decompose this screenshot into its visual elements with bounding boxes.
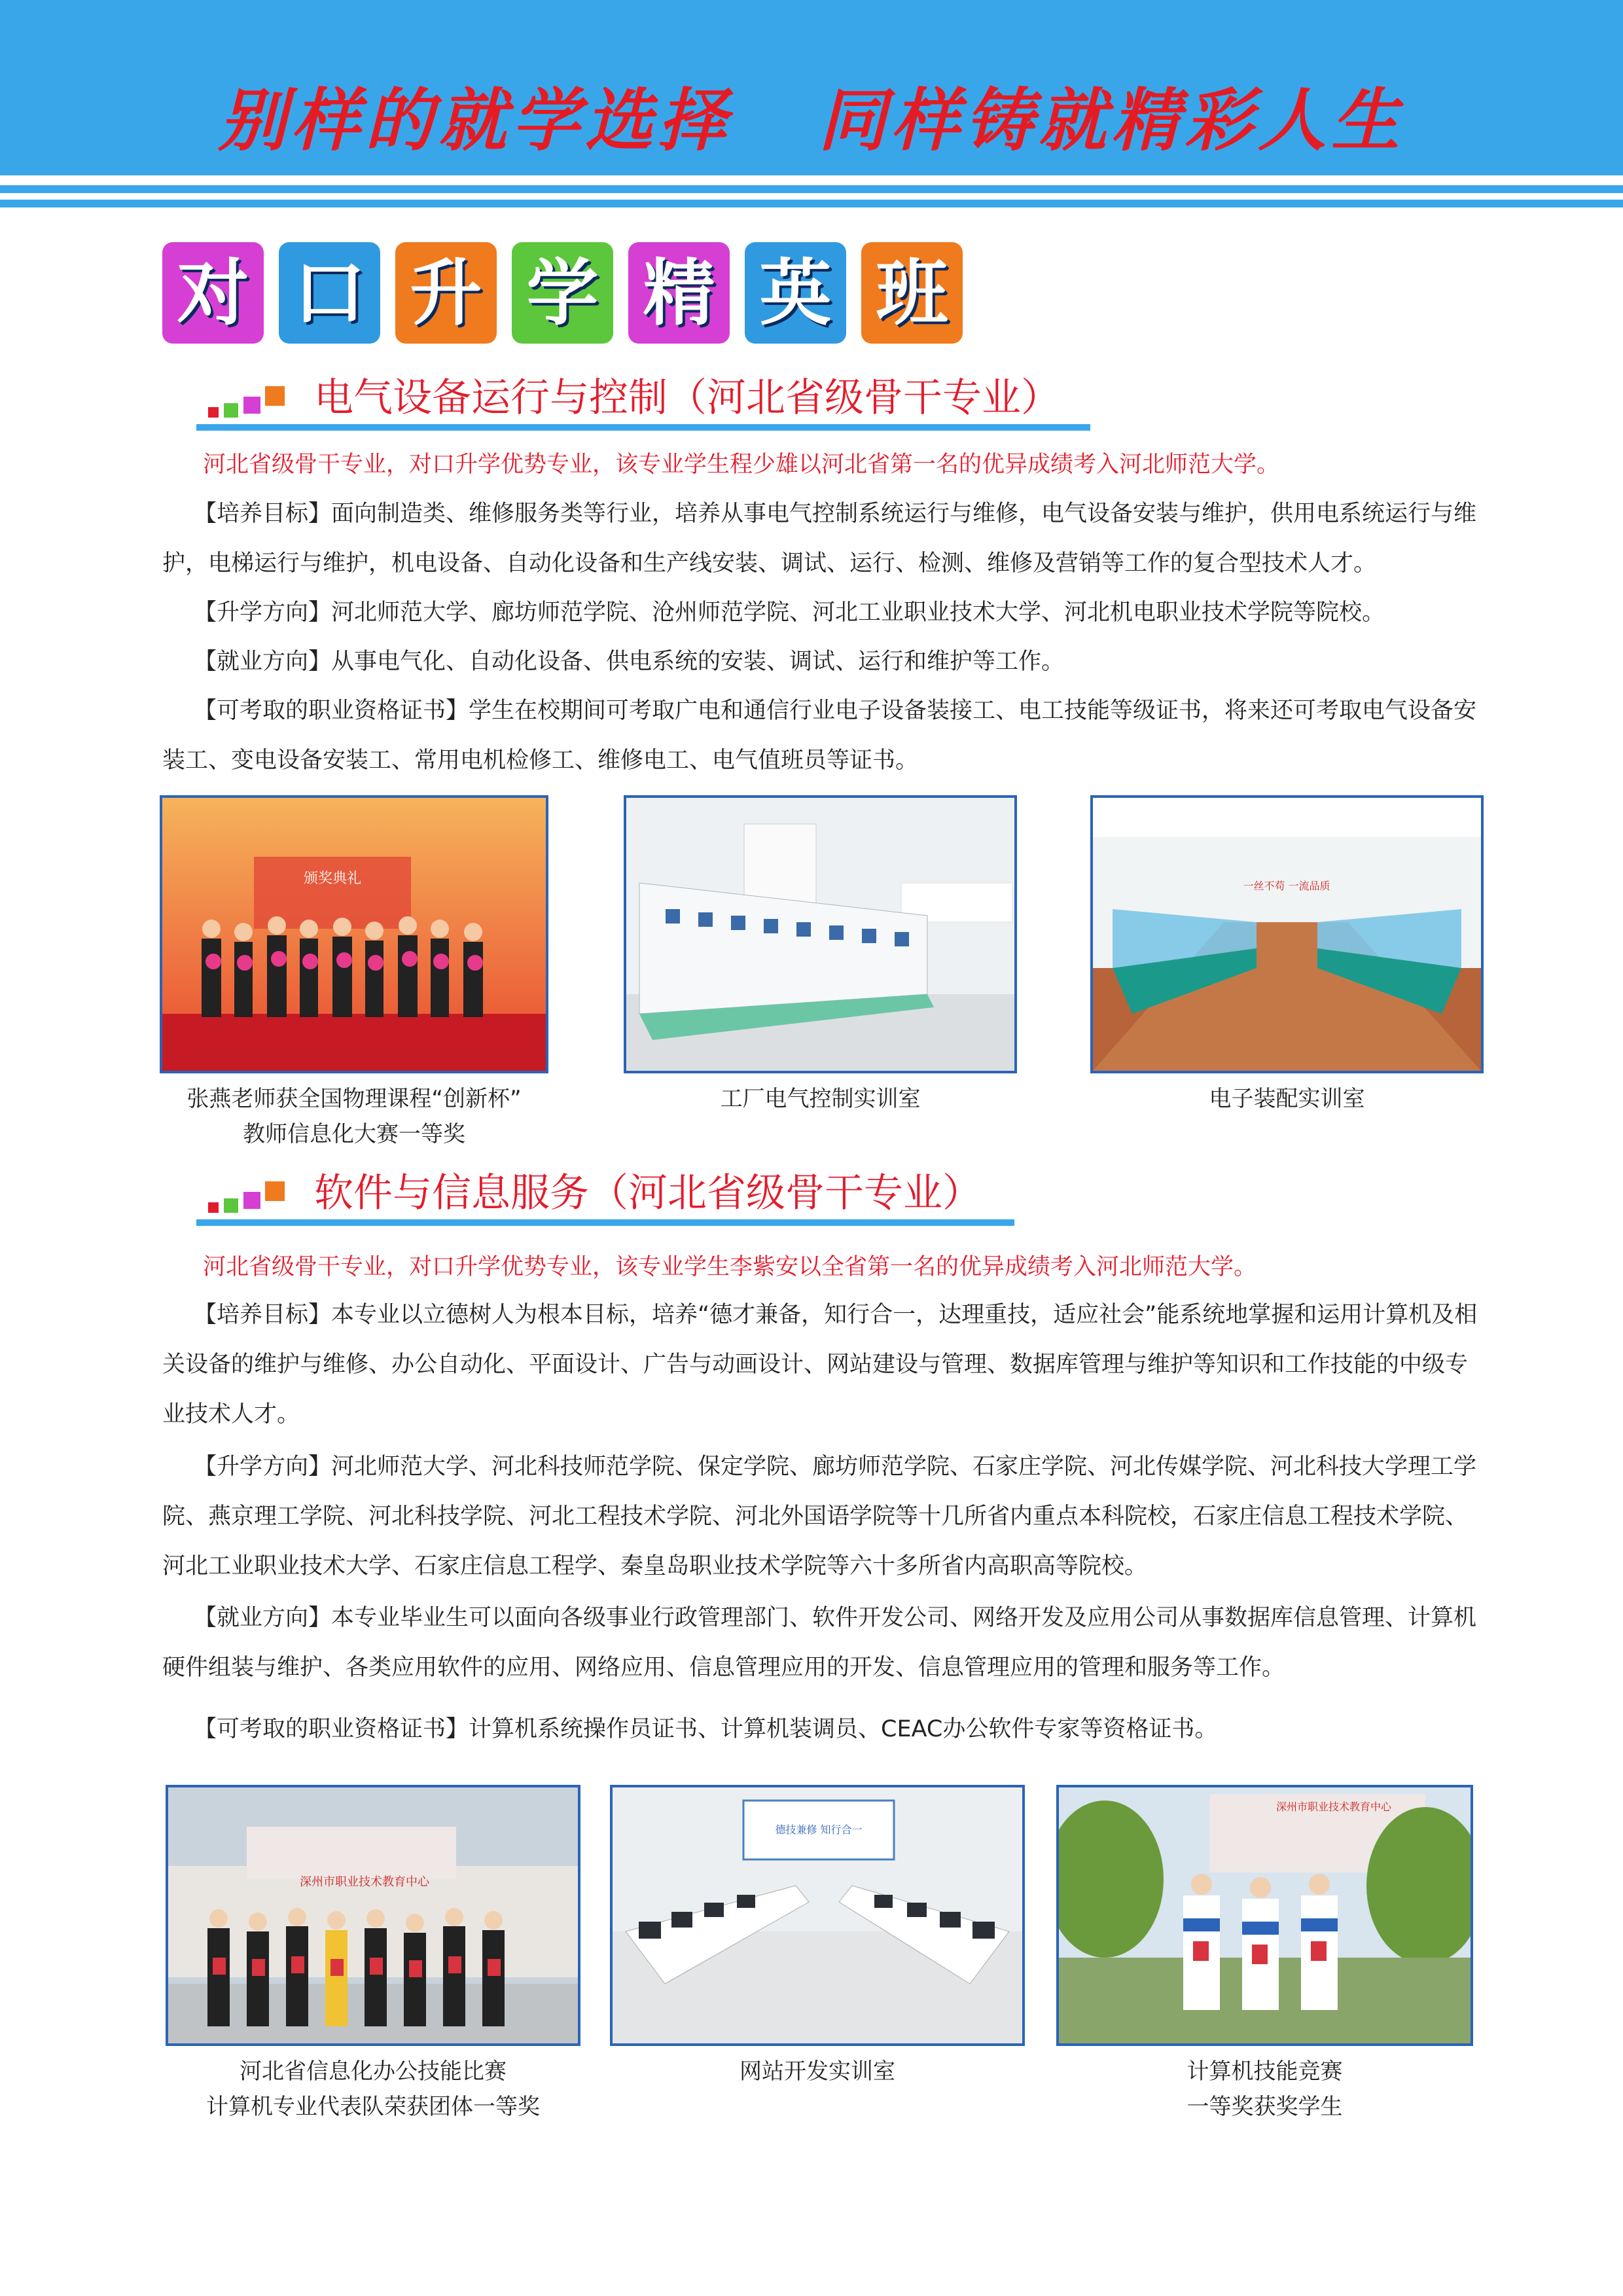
section2-underline [196, 1219, 1014, 1226]
building-sign-text: 深州市职业技术教育中心 [300, 1875, 429, 1889]
decor-square [208, 1202, 219, 1213]
decor-square [243, 397, 260, 414]
section1-paragraph: 【升学方向】河北师范大学、廊坊师范学院、沧州师范学院、河北工业职业技术大学、河北机电职业技术学院等院校。 [194, 600, 1385, 626]
decor-square [243, 1192, 260, 1209]
badge: 升 [395, 242, 497, 344]
section2-paragraph: 【培养目标】本专业以立德树人为根本目标，培养“德才兼备，知行合一，达理重技，适应社会”能系统地掌握和运用计算机及相关设备的维护与维修、办公自动化、平面设计、广告与动画设计、网站建设与管理、数据库管理与维护等知识和工作技能的中级专业技术人才。 [162, 1302, 1478, 1427]
badge: 口 [279, 242, 380, 344]
office-skills-team-image [168, 1787, 578, 2043]
decor-square [265, 1181, 285, 1201]
decor-square [265, 386, 285, 406]
photo-electrical-lab [624, 795, 1017, 1073]
caption-line: 河北省信息化办公技能比赛 [240, 2058, 507, 2085]
section1-title: 电气设备运行与控制（河北省级骨干专业） [314, 375, 1060, 421]
computer-contest-winners-image [1059, 1787, 1471, 2043]
web-dev-lab-image [613, 1787, 1022, 2043]
header-title: 别样的就学选择 同样铸就精彩人生 [218, 80, 1405, 160]
caption-electronic-assembly-lab [1090, 1081, 1484, 1117]
badge: 学 [512, 242, 613, 344]
section2-paragraph: 【升学方向】河北师范大学、河北科技师范学院、保定学院、廊坊师范学院、石家庄学院、河北传媒学院、河北科技大学理工学院、燕京理工学院、河北科技学院、河北工程技术学院、河北外国语学院等十几所省内重点本科院校，石家庄信息工程技术学院、河北工业职业技术大学、石家庄信息工程学、秦皇岛职业技术学院等六十多所省内高职高等院校。 [162, 1454, 1477, 1579]
header-banner [0, 0, 1623, 175]
photo-web-dev-lab [610, 1785, 1025, 2046]
caption-line: 计算机专业代表队荣获团体一等奖 [206, 2094, 540, 2120]
caption-line: 电子装配实训室 [1209, 1086, 1365, 1112]
electrical-lab-image [626, 798, 1014, 1071]
photo-computer-contest-winners [1056, 1785, 1473, 2046]
caption-office-skills-team [166, 2054, 580, 2125]
section2-paragraph: 【可考取的职业资格证书】计算机系统操作员证书、计算机装调员、CEAC办公软件专家等资格证书。 [194, 1716, 1218, 1742]
stage-banner-text: 颁奖典礼 [303, 870, 362, 887]
section2-lead: 河北省级骨干专业，对口升学优势专业，该专业学生李紫安以全省第一名的优异成绩考入河北师范大学。 [203, 1254, 1257, 1280]
badge: 英 [745, 242, 846, 344]
caption-web-dev-lab [610, 2054, 1025, 2089]
wall-slogan-text: 一丝不苟 一流品质 [1243, 880, 1330, 892]
section2-title: 软件与信息服务（河北省级骨干专业） [314, 1170, 982, 1216]
decor-square [208, 407, 219, 418]
caption-computer-contest-winners [1056, 2054, 1473, 2125]
section1-paragraph: 【就业方向】从事电气化、自动化设备、供电系统的安装、调试、运行和维护等工作。 [194, 649, 1065, 675]
caption-line: 网站开发实训室 [740, 2058, 895, 2085]
caption-line: 一等奖获奖学生 [1186, 2094, 1343, 2120]
badge: 精 [628, 242, 730, 344]
photo-award-ceremony [160, 795, 548, 1073]
caption-line: 张燕老师获全国物理课程“创新杯” [187, 1086, 522, 1112]
section1-paragraph: 【可考取的职业资格证书】学生在校期间可考取广电和通信行业电子设备装接工、电工技能等级证书，将来还可考取电气设备安装工、变电设备安装工、常用电机检修工、维修电工、电气值班员等证书。 [162, 698, 1477, 774]
badge: 班 [861, 242, 963, 344]
section1-underline [196, 424, 1090, 431]
section1-paragraph: 【培养目标】面向制造类、维修服务类等行业，培养从事电气控制系统运行与维修，电气设备安装与维护，供用电系统运行与维护，电梯运行与维护，机电设备、自动化设备和生产线安装、调试、运行、检测、维修及营销等工作的复合型技术人才。 [162, 501, 1477, 577]
divider-stripe [0, 185, 1623, 193]
caption-line: 计算机技能竞赛 [1186, 2058, 1343, 2085]
electronic-assembly-lab-image [1093, 798, 1481, 1071]
photo-office-skills-team [166, 1785, 580, 2046]
section1-lead: 河北省级骨干专业，对口升学优势专业，该专业学生程少雄以河北省第一名的优异成绩考入河北师范大学。 [203, 452, 1280, 478]
caption-award-ceremony [160, 1081, 548, 1152]
caption-line: 工厂电气控制实训室 [720, 1086, 921, 1112]
decor-square [224, 1198, 238, 1213]
caption-line: 教师信息化大赛一等奖 [243, 1121, 465, 1147]
badge: 对 [162, 242, 264, 344]
section2-paragraph: 【就业方向】本专业毕业生可以面向各级事业行政管理部门、软件开发公司、网络开发及应用公司从事数据库信息管理、计算机硬件组装与维护、各类应用软件的应用、网络应用、信息管理应用的开发、信息管理应用的管理和服务等工作。 [162, 1605, 1477, 1681]
building-sign-text: 深州市职业技术教育中心 [1275, 1801, 1392, 1813]
wall-board-text: 德技兼修 知行合一 [775, 1823, 863, 1836]
photo-electronic-assembly-lab [1090, 795, 1484, 1073]
decor-square [224, 403, 238, 418]
award-ceremony-image [162, 798, 546, 1071]
divider-stripe [0, 200, 1623, 207]
caption-electrical-lab [624, 1081, 1017, 1117]
